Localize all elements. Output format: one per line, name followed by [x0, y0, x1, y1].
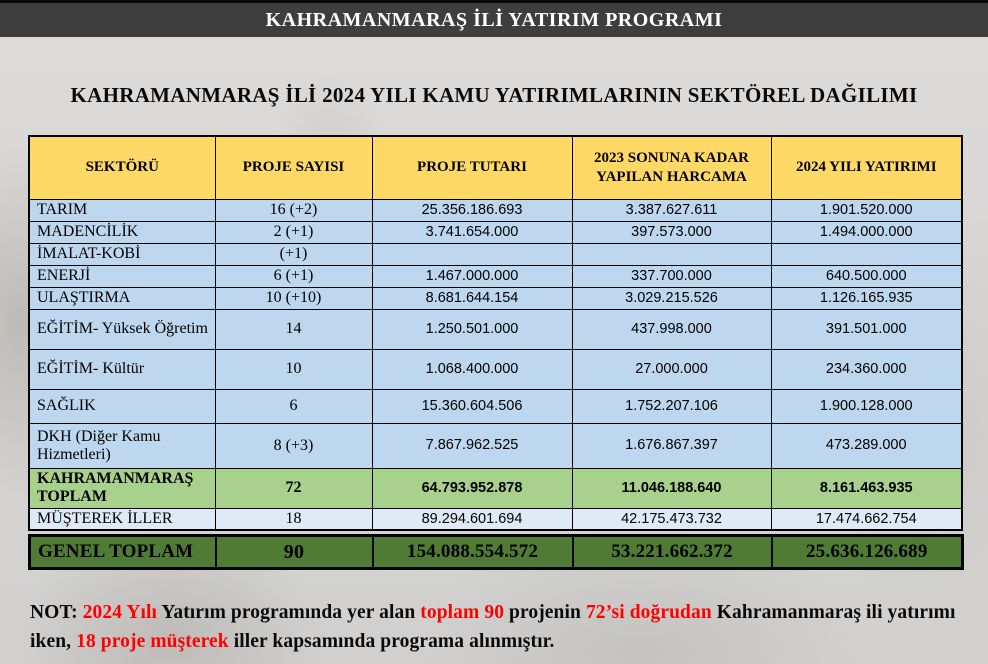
project-amount-cell: 1.250.501.000: [372, 309, 572, 349]
table-row: [29, 349, 962, 389]
sector-cell: İMALAT-KOBİ: [29, 243, 215, 265]
project-amount-cell: 15.360.604.506: [372, 389, 572, 423]
note-segment: 2024 Yılı: [82, 602, 162, 623]
project-count-cell: 6 (+1): [215, 265, 372, 287]
spent-2023-cell: 337.700.000: [572, 265, 771, 287]
investment-2024-cell: 25.636.126.689: [772, 536, 963, 569]
investment-2024-cell: 8.161.463.935: [771, 468, 962, 508]
investment-2024-cell: 1.126.165.935: [771, 287, 962, 309]
table-row: [29, 265, 962, 287]
investment-2024-cell: 391.501.000: [771, 309, 962, 349]
project-count-cell: 10 (+10): [215, 287, 372, 309]
table-row: [29, 243, 962, 265]
spent-2023-cell: 53.221.662.372: [573, 536, 772, 569]
table-body: [29, 199, 962, 530]
project-count-cell: (+1): [215, 243, 372, 265]
project-amount-cell: 1.068.400.000: [372, 349, 572, 389]
project-amount-cell: 1.467.000.000: [372, 265, 572, 287]
table-row: [29, 309, 962, 349]
grand-total-body: [30, 536, 963, 569]
sector-cell: DKH (Diğer Kamu Hizmetleri): [29, 423, 215, 468]
project-amount-cell: 154.088.554.572: [373, 536, 573, 569]
investment-2024-cell: 473.289.000: [771, 423, 962, 468]
subtitle: KAHRAMANMARAŞ İLİ 2024 YILI KAMU YATIRIMLARININ SEKTÖREL DAĞILIMI: [70, 83, 918, 107]
note-segment: NOT:: [30, 602, 83, 623]
investment-2024-cell: 1.901.520.000: [771, 199, 962, 221]
note-segment: Yatırım programında yer alan: [161, 602, 421, 623]
note-segment: Kahramanmaraş ili yatırımı iken,: [30, 602, 956, 652]
sector-cell: SAĞLIK: [29, 389, 215, 423]
note-segment: 18 proje müşterek: [76, 630, 234, 652]
note-segment: toplam 90: [420, 602, 510, 623]
column-header-proje-sayisi: PROJE SAYISI: [215, 136, 372, 199]
investment-2024-cell: 17.474.662.754: [771, 508, 962, 530]
sector-cell: ENERJİ: [29, 265, 215, 287]
spent-2023-cell: [572, 243, 771, 265]
sector-cell: GENEL TOPLAM: [30, 536, 216, 569]
note: [30, 599, 962, 657]
project-count-cell: 6: [215, 389, 372, 423]
note-segment: projenin: [509, 602, 586, 623]
title-bar: [0, 0, 988, 37]
project-amount-cell: 7.867.962.525: [372, 423, 572, 468]
investment-2024-cell: 1.900.128.000: [771, 389, 962, 423]
spent-2023-cell: 397.573.000: [572, 221, 771, 243]
project-count-cell: 14: [215, 309, 372, 349]
sector-cell: MÜŞTEREK İLLER: [29, 508, 215, 530]
spent-2023-cell: 1.676.867.397: [572, 423, 771, 468]
column-header-2023-harcama: 2023 SONUNA KADAR YAPILAN HARCAMA: [572, 136, 771, 199]
project-amount-cell: 3.741.654.000: [372, 221, 572, 243]
investment-2024-cell: [771, 243, 962, 265]
investment-2024-cell: 640.500.000: [771, 265, 962, 287]
table-row: [29, 199, 962, 221]
project-amount-cell: 89.294.601.694: [372, 508, 572, 530]
table-row: [29, 508, 962, 530]
sector-cell: TARIM: [29, 199, 215, 221]
table-header: [29, 136, 962, 199]
project-count-cell: 90: [216, 536, 373, 569]
project-count-cell: 72: [215, 468, 372, 508]
spent-2023-cell: 27.000.000: [572, 349, 771, 389]
table-row: [29, 389, 962, 423]
table-container: [28, 135, 961, 570]
table-row: [29, 287, 962, 309]
project-count-cell: 10: [215, 349, 372, 389]
project-amount-cell: 25.356.186.693: [372, 199, 572, 221]
project-amount-cell: [372, 243, 572, 265]
table-row: [29, 423, 962, 468]
column-header-2024-yatirimi: 2024 YILI YATIRIMI: [771, 136, 962, 199]
sector-cell: ULAŞTIRMA: [29, 287, 215, 309]
project-count-cell: 8 (+3): [215, 423, 372, 468]
grand-total-row: [30, 536, 963, 569]
column-header-sektoru: SEKTÖRÜ: [29, 136, 215, 199]
grand-total-table: [28, 534, 964, 570]
project-amount-cell: 8.681.644.154: [372, 287, 572, 309]
spent-2023-cell: 1.752.207.106: [572, 389, 771, 423]
sector-cell: EĞİTİM- Yüksek Öğretim: [29, 309, 215, 349]
project-amount-cell: 64.793.952.878: [372, 468, 572, 508]
spent-2023-cell: 3.387.627.611: [572, 199, 771, 221]
sector-cell: EĞİTİM- Kültür: [29, 349, 215, 389]
table-row: [29, 221, 962, 243]
page-title: KAHRAMANMARAŞ İLİ YATIRIM PROGRAMI: [265, 8, 723, 31]
table-row: [29, 468, 962, 508]
spent-2023-cell: 42.175.473.732: [572, 508, 771, 530]
note-segment: iller kapsamında programa alınmıştır.: [233, 630, 555, 652]
investment-2024-cell: 1.494.000.000: [771, 221, 962, 243]
sector-cell: MADENCİLİK: [29, 221, 215, 243]
investment-2024-cell: 234.360.000: [771, 349, 962, 389]
column-header-proje-tutari: PROJE TUTARI: [372, 136, 572, 199]
project-count-cell: 18: [215, 508, 372, 530]
sector-cell: KAHRAMANMARAŞ TOPLAM: [29, 468, 215, 508]
note-segment: 72’si doğrudan: [585, 602, 717, 623]
sector-table: [28, 135, 963, 531]
project-count-cell: 2 (+1): [215, 221, 372, 243]
spent-2023-cell: 437.998.000: [572, 309, 771, 349]
project-count-cell: 16 (+2): [215, 199, 372, 221]
header-row: [29, 136, 962, 199]
spent-2023-cell: 3.029.215.526: [572, 287, 771, 309]
spent-2023-cell: 11.046.188.640: [572, 468, 771, 508]
